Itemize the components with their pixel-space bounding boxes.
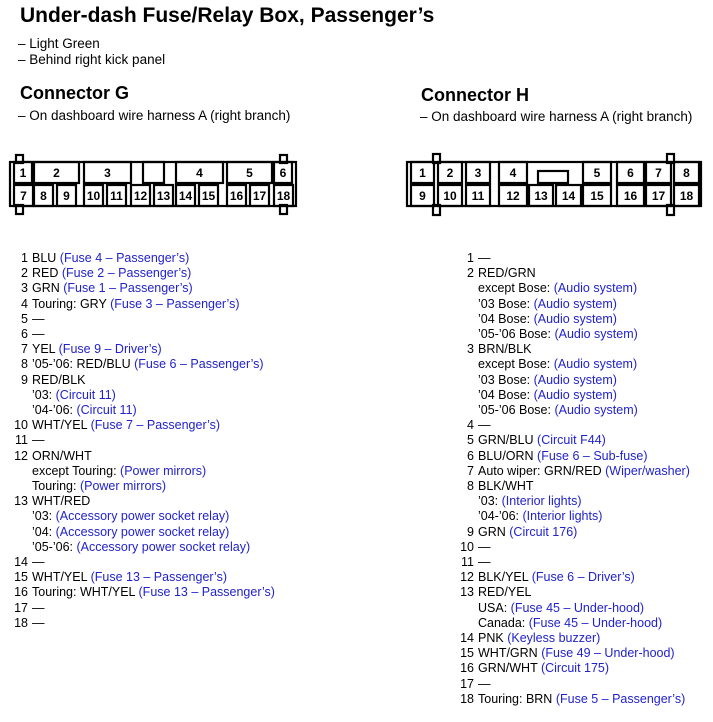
pin-number: 11 [15, 433, 28, 448]
pin-circuit-link[interactable]: (Wiper/washer) [605, 463, 690, 478]
pin-entry [8, 373, 275, 388]
connector-g-diagram [10, 155, 296, 214]
pin-wire: except Bose: [478, 281, 554, 296]
pin-circuit-link[interactable]: (Keyless buzzer) [507, 631, 601, 646]
pin-entry [8, 357, 275, 372]
pin-wire: PNK [478, 631, 508, 646]
pin-wire: BLU/ORN [478, 448, 538, 463]
pin-number-label: 3 [104, 166, 111, 180]
pin-number: 5 [21, 311, 28, 326]
pin-entry-detail [8, 525, 275, 540]
pin-number: 3 [21, 281, 28, 296]
pin-entry [454, 646, 690, 661]
pin-number-label: 6 [279, 166, 287, 180]
pin-number: 7 [21, 342, 28, 357]
pin-number-label: 7 [655, 166, 662, 180]
pin-number: 8 [21, 357, 28, 372]
connector-g-location: – On dashboard wire harness A (right branch) [18, 108, 291, 123]
pin-wire: except Touring: [32, 463, 121, 478]
note-location: – Behind right kick panel [18, 52, 166, 67]
pin-circuit-link[interactable]: (Circuit 11) [55, 387, 116, 402]
pin-entry [454, 677, 690, 692]
pin-wire: YEL [32, 342, 59, 357]
pin-number: 6 [21, 327, 28, 342]
pin-number-label: 8 [40, 189, 47, 203]
pin-wire: WHT/GRN [478, 646, 542, 661]
pin-wire: BLU [32, 251, 60, 265]
pin-wire: — [32, 615, 45, 630]
pin-wire: ’03 Bose: [478, 372, 534, 387]
pin-number: 1 [21, 251, 28, 265]
pin-number: 18 [460, 691, 474, 706]
pin-wire: ’04 Bose: [478, 387, 534, 402]
pin-number-label: 6 [627, 166, 634, 180]
pin-circuit-link[interactable]: (Audio system) [554, 327, 638, 342]
pin-wire: RED/YEL [478, 585, 532, 600]
pin-circuit-link[interactable]: (Circuit 175) [540, 661, 610, 676]
pin-entry [454, 464, 690, 479]
pin-entry [8, 281, 275, 296]
connector-h-location: – On dashboard wire harness A (right branch) [420, 109, 693, 124]
pin-entry [8, 555, 275, 570]
pin-number: 12 [14, 448, 28, 463]
pin-wire: — [32, 433, 45, 448]
pin-number: 5 [467, 433, 474, 448]
pin-number-label: 17 [252, 189, 267, 203]
pin-entry [454, 661, 690, 676]
pin-wire: ’04-’06: [32, 403, 77, 418]
pin-entry-detail [454, 297, 690, 312]
pin-wire: WHT/YEL [32, 570, 91, 585]
pin-wire: ’03 Bose: [478, 296, 534, 311]
pin-circuit-link[interactable]: (Accessory power socket relay) [55, 509, 230, 524]
pin-wire: — [32, 555, 45, 570]
pin-entry [8, 433, 275, 448]
pin-circuit-link[interactable]: (Power mirrors) [120, 463, 207, 478]
pin-entry-detail [454, 281, 690, 296]
pin-entry-detail [8, 464, 275, 479]
pin-wire: Touring: GRY [32, 296, 111, 311]
pin-entry [454, 342, 690, 357]
pin-circuit-link[interactable]: (Fuse 6 – Passenger’s) [134, 357, 264, 372]
pin-number-label: 9 [419, 189, 426, 203]
pin-entry-detail [454, 403, 690, 418]
pin-wire: ’03: [32, 509, 56, 524]
pin-number: 15 [14, 570, 28, 585]
pin-wire: ’05-’06: RED/BLU [32, 357, 135, 372]
pin-circuit-link[interactable]: (Fuse 7 – Passenger’s) [90, 418, 221, 433]
pin-entry [454, 449, 690, 464]
pin-circuit-link[interactable]: (Fuse 49 – Under-hood) [541, 646, 675, 661]
pin-entry [454, 555, 690, 570]
pin-entry [8, 266, 275, 281]
pin-wire: except Bose: [478, 357, 554, 372]
pin-number-label: 2 [446, 166, 454, 180]
pin-wire: ’03: [32, 387, 56, 402]
pin-number: 10 [460, 539, 474, 554]
pin-entry [8, 494, 275, 509]
pin-entry [454, 631, 690, 646]
pin-wire: RED/GRN [478, 266, 536, 281]
pin-circuit-link[interactable]: (Audio system) [553, 281, 638, 296]
pin-circuit-link[interactable]: (Fuse 13 – Passenger’s) [138, 585, 275, 600]
pin-number: 6 [467, 448, 474, 463]
pin-number: 4 [21, 296, 28, 311]
pin-entry-detail [454, 312, 690, 327]
pin-circuit-link[interactable]: (Circuit 176) [509, 524, 578, 539]
pin-wire: BRN/BLK [478, 342, 532, 357]
pin-entry [454, 585, 690, 600]
pin-circuit-link[interactable]: (Fuse 6 – Driver’s) [531, 570, 635, 585]
pin-number-label: 16 [229, 189, 244, 203]
pin-entry [454, 433, 690, 448]
pin-number: 11 [461, 555, 474, 570]
pin-entry-detail [8, 540, 275, 555]
pin-entry-detail [454, 388, 690, 403]
pin-wire: — [32, 311, 45, 326]
pin-entry-detail [8, 403, 275, 418]
pin-number-label: 4 [196, 166, 203, 180]
pin-wire: Canada: [478, 615, 529, 630]
pin-circuit-link[interactable]: (Interior lights) [501, 494, 582, 509]
pin-entry [454, 418, 690, 433]
pin-circuit-link[interactable]: (Audio system) [533, 296, 617, 311]
pin-circuit-link[interactable]: (Fuse 3 – Passenger’s) [110, 296, 240, 311]
pin-entry [8, 570, 275, 585]
pin-number: 14 [460, 631, 474, 646]
pin-number-label: 5 [246, 166, 253, 180]
pin-entry [8, 297, 275, 312]
pin-circuit-link[interactable]: (Audio system) [533, 372, 617, 387]
pin-circuit-link[interactable]: (Fuse 1 – Passenger’s) [63, 281, 193, 296]
pin-number-label: 3 [474, 166, 482, 180]
pin-wire: WHT/YEL [32, 418, 91, 433]
pin-circuit-link[interactable]: (Accessory power socket relay) [55, 524, 230, 539]
pin-circuit-link[interactable]: (Audio system) [533, 387, 617, 402]
pin-number: 1 [467, 251, 474, 265]
pin-circuit-link[interactable]: (Fuse 5 – Passenger’s) [555, 691, 686, 706]
pin-number: 4 [467, 418, 474, 433]
pin-entry [8, 449, 275, 464]
pin-number: 14 [14, 555, 28, 570]
pin-circuit-link[interactable]: (Circuit F44) [537, 433, 606, 448]
pin-entry [454, 570, 690, 585]
pin-wire: — [478, 555, 491, 570]
pin-entry [8, 601, 275, 616]
pin-number: 15 [460, 646, 474, 661]
pin-number-label: 11 [471, 189, 485, 203]
connector-g-pin-list [8, 251, 275, 631]
pin-wire: Touring: WHT/YEL [32, 585, 139, 600]
pin-number-label: 1 [19, 166, 27, 180]
pin-circuit-link[interactable]: (Fuse 6 – Sub-fuse) [537, 448, 648, 463]
pin-number: 18 [14, 615, 28, 630]
pin-entry-detail [454, 509, 690, 524]
pin-wire: ’05-’06 Bose: [478, 327, 555, 342]
pin-number-label: 17 [651, 189, 666, 203]
pin-number-label: 15 [201, 189, 216, 203]
pin-entry-detail [454, 373, 690, 388]
pin-wire: WHT/RED [32, 494, 91, 509]
pin-number: 9 [467, 524, 474, 539]
pin-number: 3 [467, 342, 474, 357]
connector-g-title: Connector G [20, 83, 130, 103]
pin-number-label: 13 [534, 189, 548, 203]
pin-number: 13 [14, 494, 28, 509]
pin-wire: — [32, 600, 45, 615]
key-cavity [143, 162, 164, 183]
pin-entry-detail [454, 327, 690, 342]
pin-wire: BLK/WHT [478, 479, 534, 494]
pin-wire: USA: [478, 600, 511, 615]
pin-circuit-link[interactable]: (Interior lights) [522, 509, 603, 524]
pin-wire: ’03: [478, 494, 502, 509]
pin-number-label: 13 [156, 189, 171, 203]
pin-wire: Auto wiper: GRN/RED [478, 463, 606, 478]
pin-entry [454, 266, 690, 281]
connector-h-pin-list [454, 251, 690, 707]
pin-number-label: 7 [20, 189, 27, 203]
pin-wire: ’05-’06: [32, 539, 77, 554]
pin-wire: — [478, 251, 491, 265]
pin-wire: ’04 Bose: [478, 311, 534, 326]
pin-number-label: 2 [53, 166, 60, 180]
pin-number-label: 10 [86, 189, 101, 203]
pin-wire: Touring: [32, 479, 80, 494]
pin-entry-detail [454, 357, 690, 372]
pin-entry [454, 251, 690, 266]
pin-circuit-link[interactable]: (Circuit 11) [76, 403, 137, 418]
pin-number: 2 [21, 266, 28, 281]
pin-circuit-link[interactable]: (Audio system) [553, 357, 638, 372]
pin-number: 16 [460, 661, 474, 676]
pin-number-label: 10 [443, 189, 457, 203]
pin-entry [8, 418, 275, 433]
pin-number-label: 12 [133, 189, 148, 203]
pin-wire: GRN/WHT [478, 661, 541, 676]
pin-entry-detail [454, 601, 690, 616]
connector-diagrams [0, 0, 713, 230]
connector-h-diagram [407, 154, 701, 215]
pin-entry [8, 327, 275, 342]
pin-wire: — [32, 327, 45, 342]
pin-number-label: 15 [590, 189, 604, 203]
pin-circuit-link[interactable]: (Fuse 4 – Passenger’s) [59, 251, 190, 265]
pin-number-label: 18 [276, 189, 291, 203]
pin-circuit-link[interactable]: (Power mirrors) [79, 479, 167, 494]
pin-wire: Touring: BRN [478, 691, 556, 706]
pin-wire: — [478, 418, 491, 433]
pin-number-label: 12 [506, 189, 520, 203]
pin-wire: ’05-’06 Bose: [478, 403, 555, 418]
pin-entry-detail [454, 616, 690, 631]
pin-entry [8, 342, 275, 357]
pin-number-label: 16 [623, 189, 638, 203]
pin-number-label: 1 [419, 166, 426, 180]
pin-entry [8, 251, 275, 266]
pin-entry-detail [8, 509, 275, 524]
pin-number: 17 [460, 676, 474, 691]
pin-entry [454, 479, 690, 494]
pin-circuit-link[interactable]: (Fuse 2 – Passenger’s) [61, 266, 192, 281]
pin-circuit-link[interactable]: (Audio system) [533, 311, 617, 326]
pin-circuit-link[interactable]: (Fuse 13 – Passenger’s) [90, 570, 227, 585]
pin-number: 8 [467, 479, 474, 494]
page-title: Under-dash Fuse/Relay Box, Passenger’s [20, 4, 435, 27]
pin-entry [454, 692, 690, 707]
pin-wire: ’04: [32, 524, 56, 539]
pin-circuit-link[interactable]: (Accessory power socket relay) [76, 539, 251, 554]
pin-number-label: 14 [178, 189, 193, 203]
pin-number-label: 11 [110, 189, 123, 203]
pin-wire: — [478, 676, 491, 691]
note-color: – Light Green [18, 36, 100, 51]
pin-entry [8, 585, 275, 600]
pin-entry-detail [8, 388, 275, 403]
pin-number-label: 8 [683, 166, 690, 180]
pin-entry-detail [8, 479, 275, 494]
pin-number: 7 [467, 463, 474, 478]
pin-entry [454, 540, 690, 555]
pin-wire: BLK/YEL [478, 570, 532, 585]
pin-wire: GRN/BLU [478, 433, 538, 448]
pin-circuit-link[interactable]: (Fuse 9 – Driver’s) [58, 342, 162, 357]
pin-circuit-link[interactable]: (Fuse 45 – Under-hood) [528, 615, 663, 630]
connector-h-title: Connector H [421, 85, 529, 105]
pin-wire: GRN [32, 281, 64, 296]
pin-circuit-link[interactable]: (Audio system) [554, 403, 638, 418]
pin-wire: ’04-’06: [478, 509, 523, 524]
pin-wire: RED [32, 266, 62, 281]
pin-number: 16 [14, 585, 28, 600]
pin-number-label: 5 [593, 166, 601, 180]
pin-wire: RED/BLK [32, 372, 86, 387]
pin-wire: GRN [478, 524, 510, 539]
pin-number-label: 4 [509, 166, 517, 180]
pin-number: 13 [460, 585, 474, 600]
pin-wire: ORN/WHT [32, 448, 92, 463]
pin-circuit-link[interactable]: (Fuse 45 – Under-hood) [510, 600, 645, 615]
key-cavity [538, 171, 568, 183]
pin-number: 17 [14, 600, 28, 615]
pin-number-label: 14 [561, 189, 576, 203]
pin-entry-detail [454, 494, 690, 509]
pin-entry [8, 312, 275, 327]
pin-number: 10 [14, 418, 28, 433]
pin-entry [454, 525, 690, 540]
pin-number-label: 9 [63, 189, 70, 203]
pin-entry [8, 616, 275, 631]
pin-number: 9 [21, 372, 28, 387]
pin-number: 2 [467, 266, 474, 281]
pin-number: 12 [460, 570, 474, 585]
pin-number-label: 18 [679, 189, 694, 203]
pin-wire: — [478, 539, 491, 554]
